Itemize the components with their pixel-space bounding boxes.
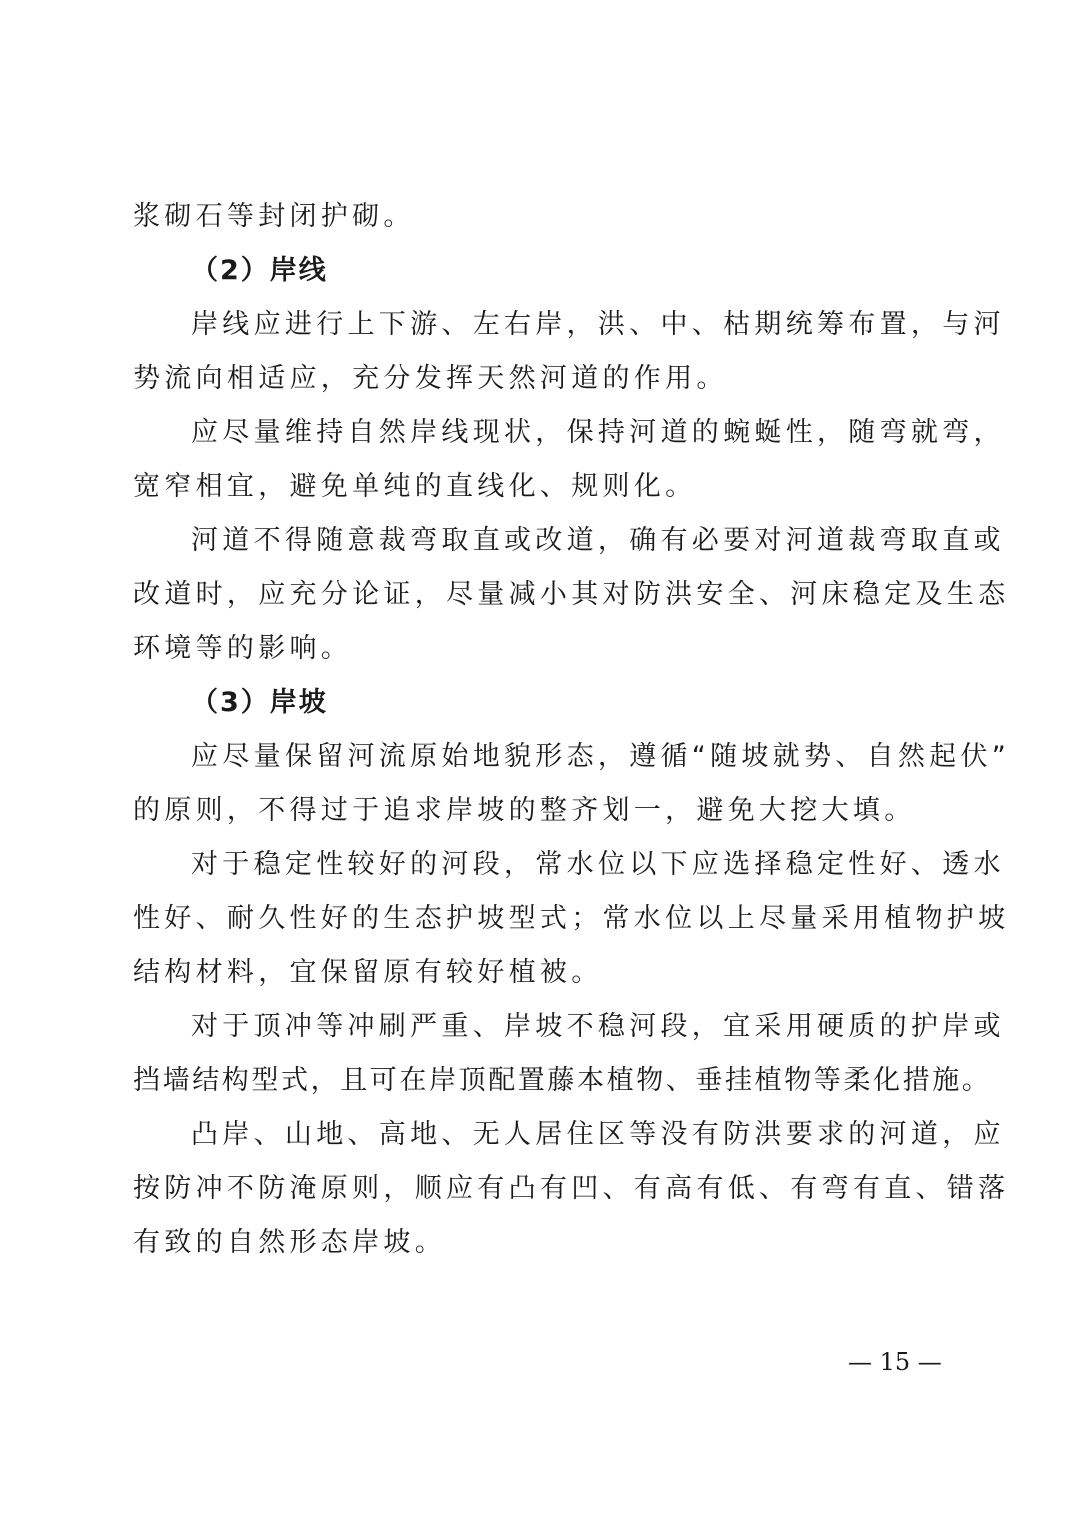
section-heading-bank-slope: （3）岸坡 xyxy=(191,687,328,718)
page-number: — 15 — xyxy=(848,1348,942,1376)
text-line: 应尽量保留河流原始地貌形态，遵循“随坡就势、自然起伏” xyxy=(191,741,1011,772)
text-line: 势流向相适应，充分发挥天然河道的作用。 xyxy=(133,363,728,394)
text-line: 对于顶冲等冲刷严重、岸坡不稳河段，宜采用硬质的护岸或 xyxy=(191,1011,1005,1042)
text-line: 凸岸、山地、高地、无人居住区等没有防洪要求的河道，应 xyxy=(191,1119,1005,1150)
text-line: 浆砌石等封闭护砌。 xyxy=(133,201,415,232)
text-line: 宽窄相宜，避免单纯的直线化、规则化。 xyxy=(133,471,697,502)
text-line: 性好、耐久性好的生态护坡型式；常水位以上尽量采用植物护坡 xyxy=(133,903,1010,934)
section-heading-shoreline: （2）岸线 xyxy=(191,255,328,286)
text-line: 环境等的影响。 xyxy=(133,633,353,664)
text-line: 按防冲不防淹原则，顺应有凸有凹、有高有低、有弯有直、错落 xyxy=(133,1173,1010,1204)
text-line: 的原则，不得过于追求岸坡的整齐划一，避免大挖大填。 xyxy=(133,795,916,826)
text-line: 岸线应进行上下游、左右岸，洪、中、枯期统筹布置，与河 xyxy=(191,309,1005,340)
text-line: 改道时，应充分论证，尽量减小其对防洪安全、河床稳定及生态 xyxy=(133,579,1010,610)
text-line: 结构材料，宜保留原有较好植被。 xyxy=(133,957,603,988)
text-line: 对于稳定性较好的河段，常水位以下应选择稳定性好、透水 xyxy=(191,849,1005,880)
text-line: 挡墙结构型式，且可在岸顶配置藤本植物、垂挂植物等柔化措施。 xyxy=(133,1065,992,1096)
text-line: 应尽量维持自然岸线现状，保持河道的蜿蜒性，随弯就弯， xyxy=(191,417,1005,448)
text-line: 河道不得随意裁弯取直或改道，确有必要对河道裁弯取直或 xyxy=(191,525,1005,556)
body-text xyxy=(133,190,1011,1270)
text-line: 有致的自然形态岸坡。 xyxy=(133,1227,446,1258)
